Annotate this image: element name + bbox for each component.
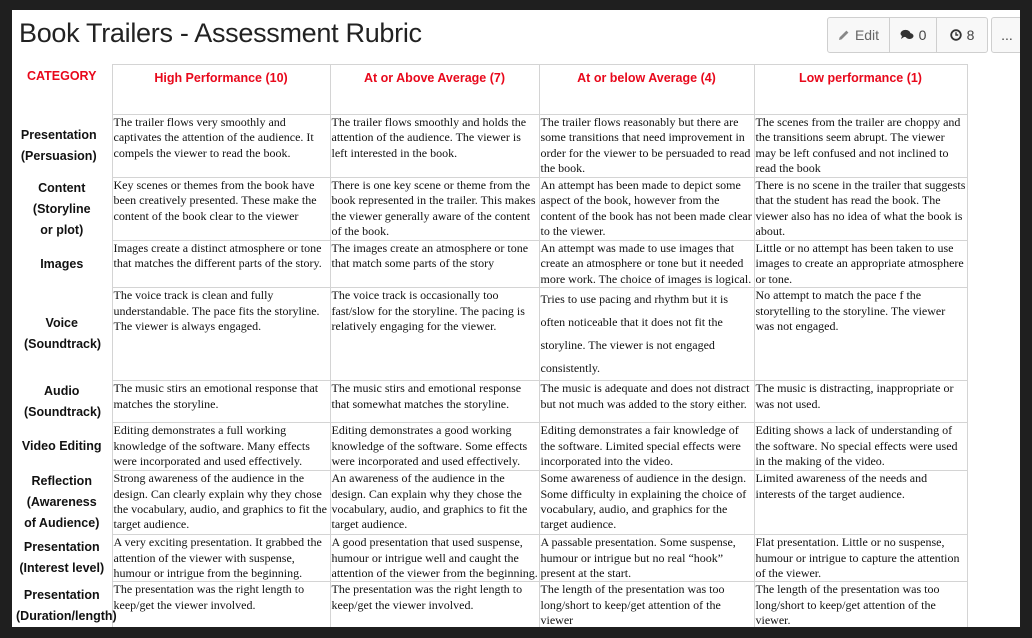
header-low-performance: Low performance (1) xyxy=(754,65,967,115)
rubric-cell: Little or no attempt has been taken to use images to create an appropriate atmosphere or tone. xyxy=(754,241,967,288)
rubric-cell: Strong awareness of the audience in the design. Can clearly explain why they chose the vocabulary, audio, and graphics to fit the target audience. xyxy=(112,471,330,535)
rubric-cell: The length of the presentation was too long/short to keep/get attention of the viewer. xyxy=(754,582,967,627)
rubric-table xyxy=(12,64,967,627)
rubric-cell: The scenes from the trailer are choppy and the transitions seem abrupt. The viewer may be left confused and not inclined to read the book xyxy=(754,115,967,178)
row-category: Presentation (Interest level) xyxy=(19,540,105,576)
row-category: Presentation (Duration/length) xyxy=(16,587,117,623)
clock-icon xyxy=(950,29,962,41)
rubric-cell: The music stirs and emotional response that somewhat matches the storyline. xyxy=(330,381,539,423)
edit-label: Edit xyxy=(854,27,880,43)
rubric-cell: Flat presentation. Little or no suspense, humour or intrigue to capture the attention of the viewer. xyxy=(754,535,967,582)
row-category: Audio (Soundtrack) xyxy=(24,383,102,419)
table-row xyxy=(12,115,967,178)
rubric-cell: A very exciting presentation. It grabbed the attention of the viewer with suspense, humour or intrigue from the beginning. xyxy=(112,535,330,582)
rubric-cell: Images create a distinct atmosphere or tone that matches the different parts of the story. xyxy=(112,241,330,288)
row-category: Video Editing xyxy=(21,439,102,454)
rubric-cell: A passable presentation. Some suspense, humour or intrigue but no real “hook” present at the start. xyxy=(539,535,754,582)
rubric-cell: The music is distracting, inappropriate or was not used. xyxy=(754,381,967,423)
page-toolbar xyxy=(828,17,1020,53)
row-category: Presentation (Persuasion) xyxy=(20,128,97,163)
rubric-cell: Editing demonstrates a good working knowledge of the software. Some effects were incorporated and used effectively. xyxy=(330,423,539,471)
header-above-average: At or Above Average (7) xyxy=(330,65,539,115)
table-row xyxy=(12,381,967,423)
table-row xyxy=(12,178,967,241)
rubric-cell: There is one key scene or theme from the book represented in the trailer. This makes the viewer generally aware of the content of the book. xyxy=(330,178,539,241)
rubric-cell: Limited awareness of the needs and interests of the target audience. xyxy=(754,471,967,535)
more-button[interactable]: ... xyxy=(991,17,1020,53)
row-category: Voice (Soundtrack) xyxy=(24,316,102,352)
comments-icon xyxy=(900,29,914,41)
page-title: Book Trailers - Assessment Rubric xyxy=(19,18,422,48)
rubric-cell: The music is adequate and does not distract but not much was added to the story either. xyxy=(539,381,754,423)
edit-button[interactable] xyxy=(827,17,890,53)
revisions-count: 8 xyxy=(966,27,975,43)
rubric-cell: Some awareness of audience in the design. Some difficulty in explaining the choice of vocabulary, audio, and graphics for the target audience. xyxy=(539,471,754,535)
rubric-cell: An attempt has been made to depict some aspect of the book, however from the content of the book has not been made clear to the viewer. xyxy=(539,178,754,241)
rubric-cell: No attempt to match the pace f the storytelling to the storyline. The viewer was not engaged. xyxy=(754,288,967,381)
rubric-cell: The presentation was the right length to keep/get the viewer involved. xyxy=(330,582,539,627)
header-below-average: At or below Average (4) xyxy=(539,65,754,115)
rubric-cell: The images create an atmosphere or tone that match some parts of the story xyxy=(330,241,539,288)
rubric-cell: Editing demonstrates a full working knowledge of the software. Many effects were incorporated and used effectively. xyxy=(112,423,330,471)
rubric-cell: The trailer flows very smoothly and captivates the attention of the audience. It compels the viewer to read the book. xyxy=(112,115,330,178)
table-row xyxy=(12,535,967,582)
page xyxy=(12,10,1020,627)
pencil-icon xyxy=(838,29,850,41)
header-high-performance: High Performance (10) xyxy=(112,65,330,115)
table-row xyxy=(12,288,967,381)
rubric-cell: The music stirs an emotional response that matches the storyline. xyxy=(112,381,330,423)
rubric-cell: The voice track is occasionally too fast/slow for the storyline. The pacing is relatively engaging for the viewer. xyxy=(330,288,539,381)
rubric-cell: Editing shows a lack of understanding of the software. No special effects were used in the making of the video. xyxy=(754,423,967,471)
comments-count: 0 xyxy=(918,27,927,43)
revisions-button[interactable] xyxy=(936,17,988,53)
rubric-cell: The presentation was the right length to keep/get the viewer involved. xyxy=(112,582,330,627)
rubric-cell: Tries to use pacing and rhythm but it is often noticeable that it does not fit the storyline. The viewer is not engaged consistently. xyxy=(539,288,754,381)
comments-button[interactable] xyxy=(889,17,937,53)
rubric-cell: The length of the presentation was too long/short to keep/get attention of the viewer xyxy=(539,582,754,627)
header-row xyxy=(12,65,967,115)
rubric-cell: There is no scene in the trailer that suggests that the student has read the book. The viewer also has no idea of what the book is about. xyxy=(754,178,967,241)
rubric-cell: The trailer flows reasonably but there are some transitions that need improvement in order for the viewer to be persuaded to read the book. xyxy=(539,115,754,178)
table-row xyxy=(12,582,967,627)
rubric-cell: The voice track is clean and fully understandable. The pace fits the storyline. The viewer is always engaged. xyxy=(112,288,330,381)
row-category: Content (Storyline or plot) xyxy=(32,180,91,237)
row-category: Reflection (Awareness of Audience) xyxy=(24,474,100,531)
rubric-cell: The trailer flows smoothly and holds the attention of the audience. The viewer is left interested in the book. xyxy=(330,115,539,178)
rubric-cell: Editing demonstrates a fair knowledge of the software. Limited special effects were incorporated into the video. xyxy=(539,423,754,471)
header-category: CATEGORY xyxy=(27,68,97,83)
table-row xyxy=(12,471,967,535)
rubric-cell: An attempt was made to use images that create an atmosphere or tone but it needed more work. The choice of images is logical. xyxy=(539,241,754,288)
rubric-cell: A good presentation that used suspense, humour or intrigue well and caught the attention of the viewer from the beginning. xyxy=(331,535,538,581)
row-category: Images xyxy=(40,256,84,271)
rubric-cell: Key scenes or themes from the book have been creatively presented. These make the content of the book clear to the viewer xyxy=(112,178,330,241)
rubric-cell: An awareness of the audience in the design. Can explain why they chose the vocabulary, audio, and graphics to fit the target audience. xyxy=(330,471,539,535)
table-row xyxy=(12,423,967,471)
table-row xyxy=(12,241,967,288)
